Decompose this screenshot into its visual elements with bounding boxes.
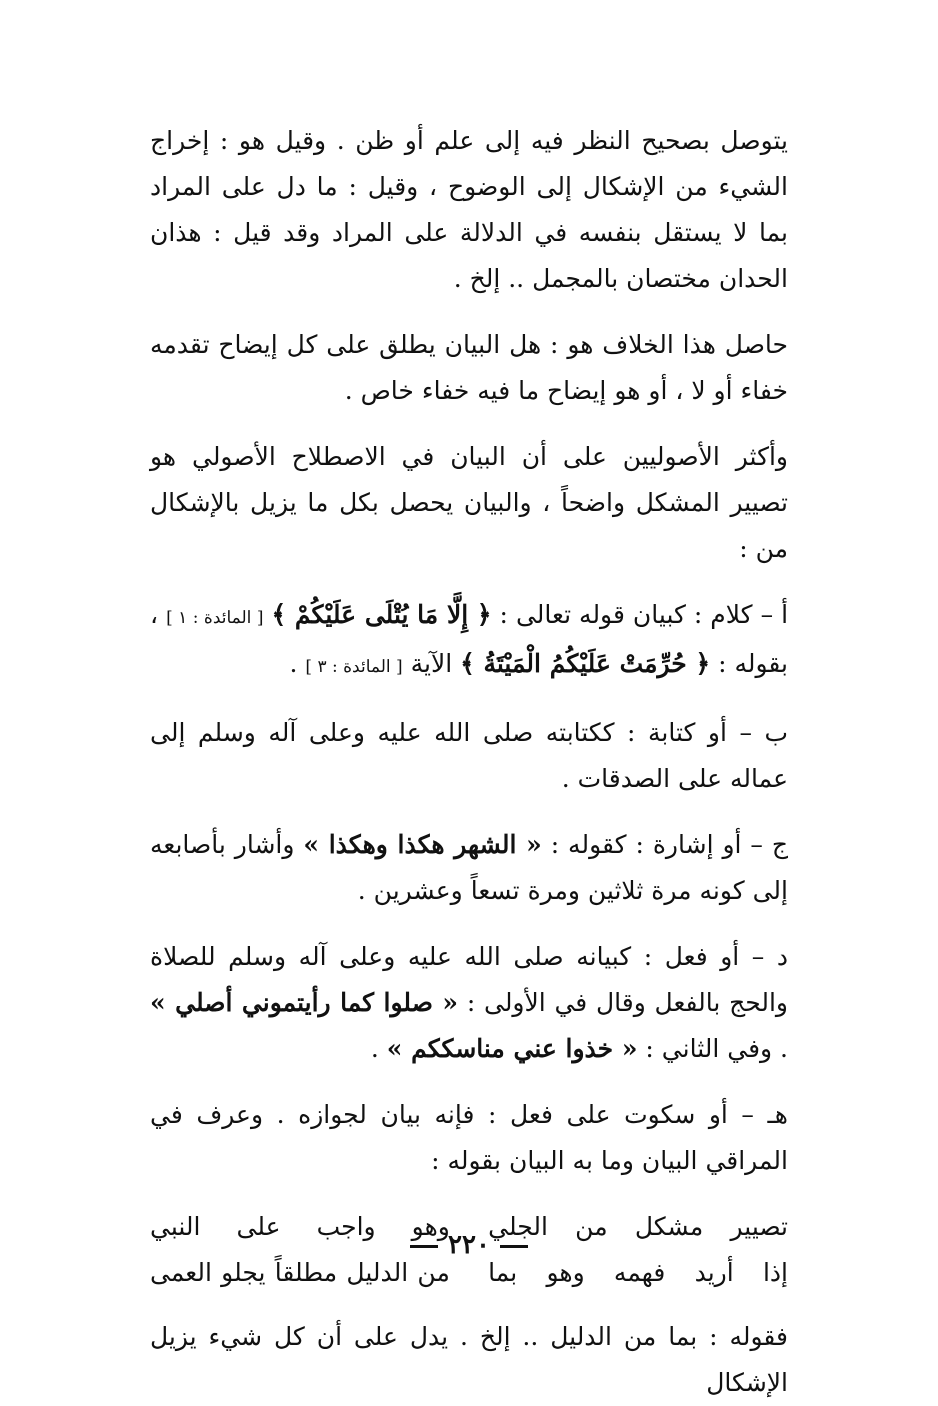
paragraph-gesture: [150, 822, 788, 914]
paragraph-speech: [150, 592, 788, 690]
page-number: ٢٢٠: [0, 1230, 938, 1260]
speech-ayah-word: الآية: [410, 649, 453, 678]
action-connector: . وفي الثاني :: [645, 1034, 788, 1063]
hadith-quote-month: « الشهر هكذا وهكذا »: [303, 830, 542, 859]
quran-ref-1: [ المائدة : ١ ]: [166, 608, 264, 628]
paragraph-definition: يتوصل بصحيح النظر فيه إلى علم أو ظن . وقيل هو : إخراج الشيء من الإشكال إلى الوضوح ، وقيل : ما دل على المراد بما لا يستقل بنفسه في الدلالة على المراد وقد قيل : هذان الحدان مختصان بالمجمل .. إلخ .: [150, 126, 788, 293]
action-intro: د – أو فعل : كبيانه صلى الله عليه وعلى آله وسلم للصلاة والحج بالفعل وقال في الأولى :: [150, 942, 789, 1017]
verse-2-second-hemistich: من الدليل مطلقاً يجلو العمى: [150, 1258, 450, 1287]
gesture-rest: وأشار بأصابعه إلى كونه مرة ثلاثين ومرة تسعاً وعشرين .: [150, 830, 788, 905]
action-end: .: [370, 1034, 379, 1063]
speech-intro: أ – كلام : كبيان قوله تعالى :: [499, 600, 789, 629]
quran-quote-1: ﴿ إِلَّا مَا يُتْلَى عَلَيْكُمْ ﴾: [271, 600, 492, 629]
hadith-quote-prayer: « صلوا كما رأيتموني أصلي »: [150, 988, 459, 1017]
verse-1-first-hemistich: تصيير مشكل من الجلي: [488, 1212, 788, 1241]
speech-connector: ، بقوله :: [150, 600, 788, 678]
paragraph-majority-view: وأكثر الأصوليين على أن البيان في الاصطلاح الأصولي هو تصيير المشكل واضحاً ، والبيان يحصل بكل ما يزيل بالإشكال من :: [150, 442, 788, 563]
verse-1-second-hemistich: وهو واجب على النبي: [150, 1212, 450, 1241]
verse-2-first-hemistich: إذا أريد فهمه وهو بما: [488, 1258, 788, 1287]
quran-quote-2: ﴿ حُرِّمَتْ عَلَيْكُمُ الْمَيْتَةُ ﴾: [460, 649, 711, 678]
speech-end: .: [289, 649, 298, 678]
paragraph-silence: هـ – أو سكوت على فعل : فإنه بيان لجوازه . وعرف في المراقي البيان وما به البيان بقوله :: [150, 1100, 788, 1175]
paragraph-commentary: فقوله : بما من الدليل .. إلخ . يدل على أن كل شيء يزيل الإشكال: [150, 1322, 788, 1397]
paragraph-action: [150, 934, 788, 1072]
paragraph-disagreement: حاصل هذا الخلاف هو : هل البيان يطلق على كل إيضاح تقدمه خفاء أو لا ، أو هو إيضاح ما فيه خفاء خاص .: [150, 330, 788, 405]
paragraph-writing: ب – أو كتابة : ككتابته صلى الله عليه وعلى آله وسلم إلى عماله على الصدقات .: [150, 718, 788, 793]
quran-ref-2: [ المائدة : ٣ ]: [305, 657, 403, 677]
gesture-intro: ج – أو إشارة : كقوله :: [550, 830, 788, 859]
hadith-quote-hajj: « خذوا عني مناسككم »: [386, 1034, 638, 1063]
